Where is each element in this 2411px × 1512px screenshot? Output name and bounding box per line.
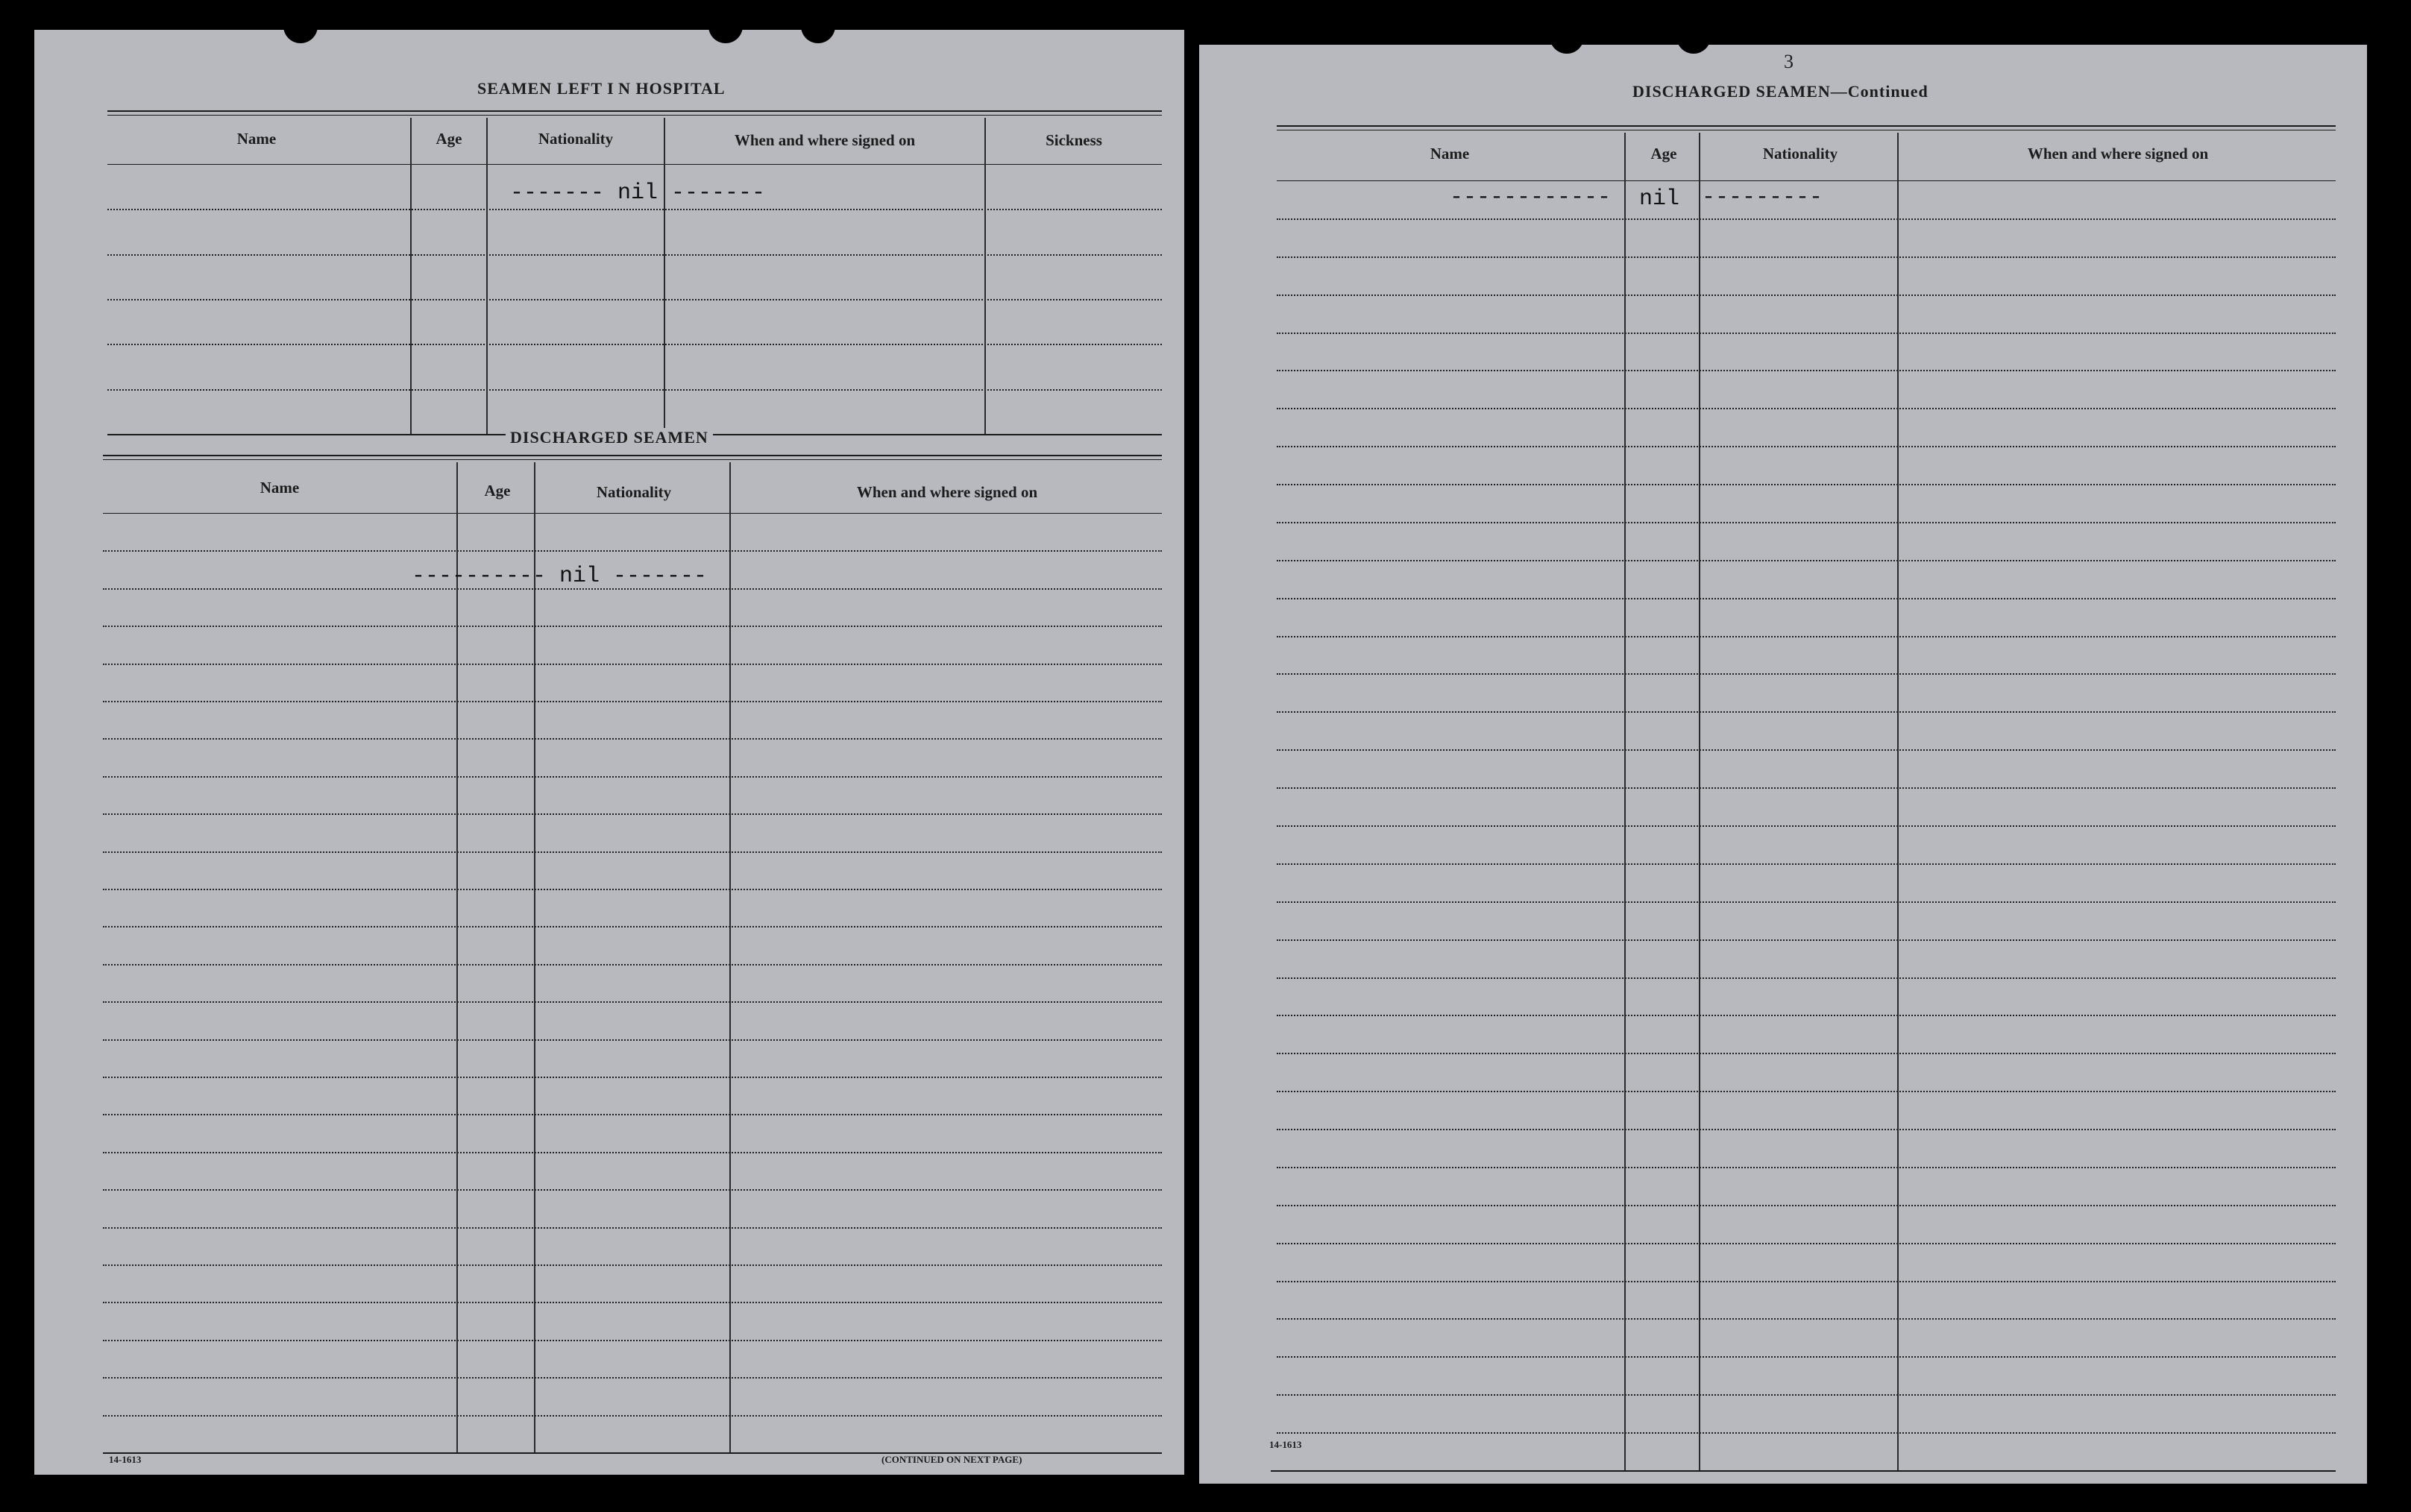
continued-table-row <box>1277 408 2336 409</box>
continued-table-row <box>1277 1394 2336 1396</box>
hospital-col-sickness: Sickness <box>1046 131 1102 149</box>
hospital-table-top-rule-inner <box>107 115 1162 116</box>
continued-table-row <box>1277 598 2336 599</box>
hospital-header-rule <box>107 164 1162 165</box>
continued-col-divider <box>1699 133 1700 1470</box>
hospital-table-row <box>107 299 1162 300</box>
discharged-col-name: Name <box>260 479 300 497</box>
binder-hole <box>801 9 835 43</box>
continued-table-row <box>1277 1205 2336 1206</box>
discharged-table-row <box>103 664 1162 665</box>
discharged-table-row <box>103 926 1162 927</box>
continued-table-bottom-rule <box>1271 1470 2336 1472</box>
discharged-table-top-rule-inner <box>103 459 1162 460</box>
continued-table-row <box>1277 294 2336 296</box>
discharged-table-row <box>103 1377 1162 1379</box>
continued-table-row <box>1277 1015 2336 1016</box>
left-form-page <box>34 30 1184 1475</box>
continued-table-title: DISCHARGED SEAMEN—Continued <box>1632 82 1929 101</box>
hospital-col-signed-on: When and where signed on <box>734 131 916 149</box>
binder-hole <box>1676 19 1711 54</box>
continued-nil-entry: nil <box>1639 186 1680 212</box>
discharged-table-row <box>103 1302 1162 1303</box>
discharged-table-row <box>103 889 1162 890</box>
discharged-col-divider <box>729 462 731 1452</box>
discharged-col-signed-on: When and where signed on <box>856 483 1038 501</box>
continued-table-row <box>1277 1167 2336 1168</box>
continued-table-row <box>1277 673 2336 675</box>
hospital-col-divider <box>664 118 665 434</box>
discharged-table-row <box>103 851 1162 853</box>
discharged-table-row <box>103 1340 1162 1341</box>
continued-col-nationality: Nationality <box>1762 145 1838 163</box>
hospital-col-divider <box>486 118 488 434</box>
continued-table-row <box>1277 1053 2336 1054</box>
discharged-col-divider <box>534 462 535 1452</box>
discharged-table-row <box>103 626 1162 627</box>
continued-col-divider <box>1897 133 1899 1470</box>
continued-entry-dashes-right: --------- <box>1702 185 1823 210</box>
continued-table-row <box>1277 825 2336 827</box>
discharged-table-row <box>103 776 1162 778</box>
left-form-number: 14-1613 <box>109 1454 142 1465</box>
continued-header-rule <box>1277 180 2336 181</box>
hospital-table-title: SEAMEN LEFT I N HOSPITAL <box>477 79 726 98</box>
continued-table-row <box>1277 636 2336 637</box>
right-form-page <box>1199 45 2367 1484</box>
continued-table-row <box>1277 333 2336 334</box>
discharged-table-row <box>103 813 1162 815</box>
continued-table-row <box>1277 370 2336 371</box>
discharged-table-row <box>103 738 1162 740</box>
continued-table-row <box>1277 939 2336 941</box>
binder-hole <box>1550 19 1584 54</box>
hospital-table-row <box>107 344 1162 345</box>
continued-table-row <box>1277 1129 2336 1130</box>
hospital-col-name: Name <box>236 130 277 148</box>
discharged-table-row <box>103 1227 1162 1229</box>
page-number: 3 <box>1784 51 1794 72</box>
continued-table-row <box>1277 1091 2336 1092</box>
continued-col-age: Age <box>1650 145 1677 163</box>
discharged-col-nationality: Nationality <box>596 483 672 501</box>
right-form-number: 14-1613 <box>1269 1439 1302 1450</box>
continued-table-row <box>1277 446 2336 447</box>
continued-table-row <box>1277 218 2336 220</box>
hospital-col-age: Age <box>436 130 462 148</box>
continued-table-row <box>1277 1243 2336 1244</box>
discharged-table-row <box>103 1415 1162 1417</box>
continued-table-row <box>1277 484 2336 485</box>
discharged-nil-entry: ---------- nil ------- <box>412 564 708 589</box>
hospital-table-row <box>107 209 1162 210</box>
continued-table-row <box>1277 787 2336 789</box>
binder-hole <box>283 9 318 43</box>
binder-hole <box>708 9 743 43</box>
discharged-table-row <box>103 1264 1162 1266</box>
discharged-header-rule <box>103 513 1162 514</box>
discharged-col-age: Age <box>484 482 511 500</box>
hospital-table-row <box>107 254 1162 256</box>
continued-entry-dashes-left: ------------ <box>1450 185 1612 210</box>
hospital-nil-entry: ------- nil ------- <box>510 180 766 206</box>
continued-table-row <box>1277 749 2336 751</box>
discharged-col-divider <box>456 462 458 1452</box>
discharged-table-row <box>103 1152 1162 1153</box>
discharged-table-row <box>103 1039 1162 1041</box>
continued-table-top-rule <box>1277 125 2336 127</box>
continued-table-row <box>1277 901 2336 903</box>
hospital-table-row <box>107 389 1162 391</box>
discharged-table-row <box>103 1189 1162 1191</box>
discharged-table-row <box>103 1077 1162 1078</box>
discharged-table-row <box>103 1114 1162 1115</box>
continued-table-row <box>1277 256 2336 258</box>
hospital-col-divider <box>410 118 412 434</box>
continued-table-row <box>1277 1356 2336 1358</box>
hospital-table-top-rule <box>107 110 1162 112</box>
continued-table-row <box>1277 1432 2336 1434</box>
continued-note: (CONTINUED ON NEXT PAGE) <box>881 1454 1022 1465</box>
discharged-table-row <box>103 550 1162 552</box>
continued-table-row <box>1277 977 2336 979</box>
continued-col-signed-on: When and where signed on <box>2027 145 2209 163</box>
hospital-col-divider <box>984 118 986 434</box>
continued-table-row <box>1277 711 2336 713</box>
discharged-table-row <box>103 701 1162 702</box>
continued-col-divider <box>1624 133 1626 1470</box>
continued-table-row <box>1277 560 2336 561</box>
continued-table-row <box>1277 863 2336 865</box>
discharged-table-top-rule <box>103 455 1162 456</box>
discharged-table-row <box>103 964 1162 966</box>
continued-table-row <box>1277 522 2336 523</box>
continued-table-row <box>1277 1281 2336 1282</box>
hospital-col-nationality: Nationality <box>538 130 614 148</box>
continued-col-name: Name <box>1430 145 1470 163</box>
continued-table-row <box>1277 1318 2336 1320</box>
discharged-table-title: DISCHARGED SEAMEN <box>506 428 713 447</box>
discharged-table-row <box>103 1001 1162 1003</box>
